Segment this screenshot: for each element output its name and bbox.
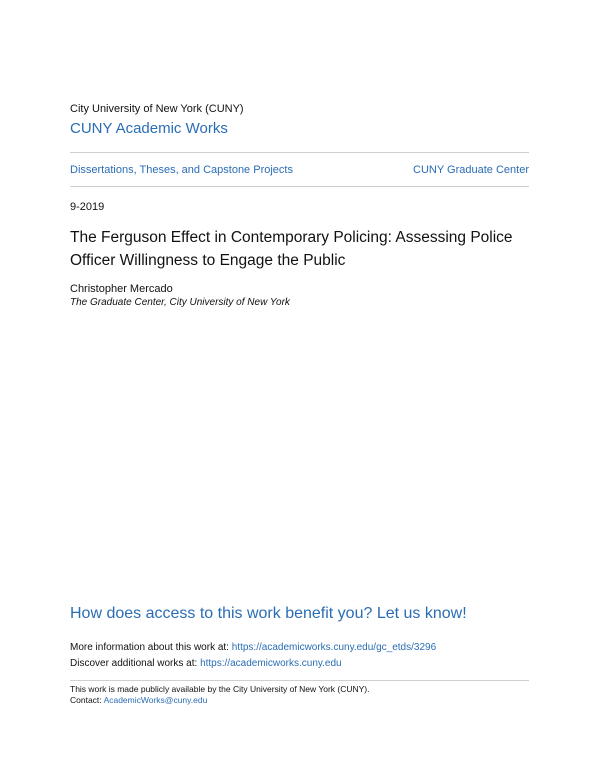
divider-top [70, 152, 529, 153]
feedback-link[interactable]: How does access to this work benefit you? Let us know! [70, 605, 467, 622]
divider-breadcrumb [70, 186, 529, 187]
publication-date: 9-2019 [70, 201, 105, 213]
more-info-label: More information about this work at: [70, 642, 229, 653]
author-affiliation: The Graduate Center, City University of New York [70, 297, 290, 308]
footer-notice: This work is made publicly available by the City University of New York (CUNY). [70, 684, 370, 694]
more-info-line [70, 642, 436, 653]
author-name: Christopher Mercado [70, 283, 173, 295]
contact-email-link[interactable]: AcademicWorks@cuny.edu [103, 695, 208, 705]
academic-works-link[interactable]: CUNY Academic Works [70, 120, 228, 137]
contact-label: Contact: [70, 695, 102, 705]
footer-contact [70, 695, 207, 705]
collection-link[interactable]: Dissertations, Theses, and Capstone Projects [70, 164, 293, 176]
discover-line [70, 658, 342, 669]
discover-label: Discover additional works at: [70, 658, 198, 669]
discover-link[interactable]: https://academicworks.cuny.edu [200, 658, 342, 669]
graduate-center-link[interactable]: CUNY Graduate Center [413, 164, 529, 176]
document-title: The Ferguson Effect in Contemporary Policing: Assessing Police Officer Willingness to Engage the Public [70, 229, 513, 269]
more-info-link[interactable]: https://academicworks.cuny.edu/gc_etds/3296 [231, 642, 437, 653]
institution-name: City University of New York (CUNY) [70, 103, 244, 115]
divider-footer [70, 680, 529, 681]
